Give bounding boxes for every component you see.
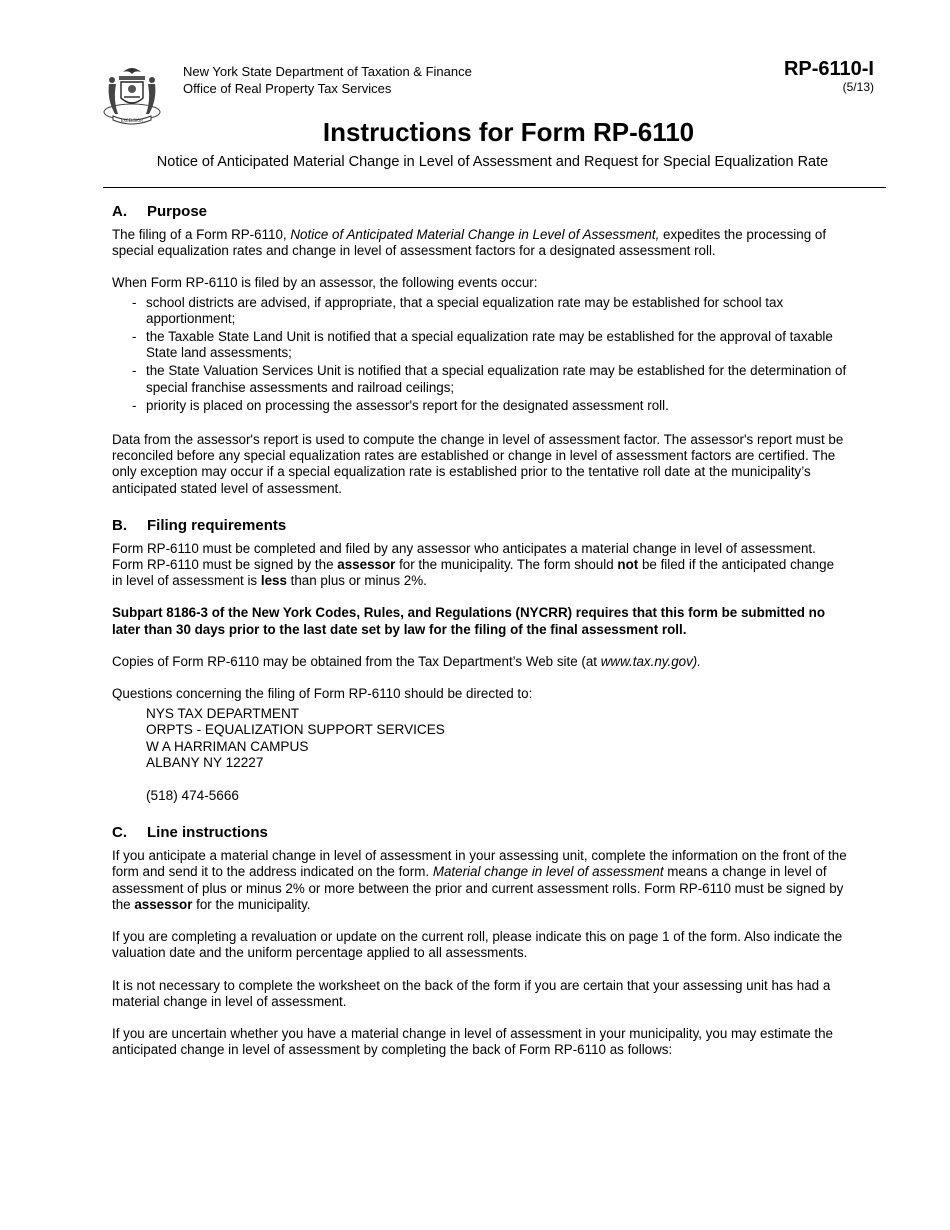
data-paragraph: Data from the assessor's report is used to compute the change in level of assessment factor. The assessor's report must be reconciled before any special equalization rates are established or change in level of assessment factors are certified. The only exception may occur if a special equalization rate is established prior to the tentative roll date at the municipality’s anticipated stated level of assessment. [112,432,844,496]
section-line-instructions [112,823,847,1058]
form-id-block [784,58,874,95]
filing-paragraph: Form RP-6110 must be completed and filed by any assessor who anticipates a material change in level of assessment. Form RP-6110 must be signed by the assessor for the municipality. The form should not be filed if the anticipated change in level of assessment is less than plus or minus 2%. [112,540,835,589]
page-title: Instructions for Form RP-6110 [322,117,695,147]
page-subtitle: Notice of Anticipated Material Change in Level of Assessment and Request for Special Equalization Rate [156,154,829,170]
section-heading: B. Filing requirements [112,516,287,534]
phone-number: (518) 474-5666 [146,788,239,804]
worksheet-paragraph: It is not necessary to complete the worksheet on the back of the form if you are certain that your assessing unit has had a material change in level of assessment. [112,977,831,1009]
agency-name: New York State Department of Taxation & Finance [183,64,472,79]
svg-text:EXCELSIOR: EXCELSIOR [120,118,144,123]
list-item: - the State Valuation Services Unit is notified that a special equalization rate may be established for the determination of special franchise assessments and railroad ceilings; [132,363,847,395]
list-item: - school districts are advised, if appropriate, that a special equalization rate may be established for school tax apportionment; [132,294,784,326]
address-line: NYS TAX DEPARTMENT [146,706,300,722]
revaluation-paragraph: If you are completing a revaluation or update on the current roll, please indicate this on page 1 of the form. Also indicate the valuation date and the uniform percentage applied to all assessments. [112,929,843,961]
nycrr-notice: Subpart 8186-3 of the New York Codes, Rules, and Regulations (NYCRR) requires that this form be submitted no later than 30 days prior to the last date set by law for the filing of the final assessment roll. [112,605,826,637]
address-line: W A HARRIMAN CAMPUS [146,738,309,754]
header-divider [103,187,886,188]
form-code: RP-6110-I [783,58,874,80]
questions-paragraph: Questions concerning the filing of Form RP-6110 should be directed to: [112,686,533,702]
section-purpose [112,202,847,497]
website-link[interactable]: www.tax.ny.gov). [600,653,701,669]
address-line: ORPTS - EQUALIZATION SUPPORT SERVICES [146,722,445,738]
mailing-address [112,706,847,804]
revision-date: (5/13) [842,80,874,94]
list-item: - the Taxable State Land Unit is notified that a special equalization rate may be established for the approval of taxable State land assessments; [132,329,833,361]
agency-block [183,63,472,97]
material-change-paragraph: If you anticipate a material change in level of assessment in your assessing unit, complete the information on the front of the form and send it to the address indicated on the form. Material change in level of assessment means a change in level of assessment of plus or minus 2% or more between the prior and current assessment rolls. Form RP-6110 must be signed by the assessor for the municipality. [112,848,847,912]
list-item: - priority is placed on processing the assessor's report for the designated assessment roll. [132,397,669,413]
estimate-paragraph: If you are uncertain whether you have a material change in level of assessment in your municipality, you may estimate the anticipated change in level of assessment by completing the back of Form RP-6110 as follows: [112,1025,833,1058]
office-name: Office of Real Property Tax Services [183,81,392,96]
events-list [112,295,847,414]
section-filing-requirements [112,516,847,804]
instructions-body [112,202,847,1058]
purpose-paragraph: The filing of a Form RP-6110, Notice of Anticipated Material Change in Level of Assessment, expedites the processing of special equalization rates and change in level of assessment factors for a designated assessment roll. [112,227,827,259]
address-line: ALBANY NY 12227 [146,754,264,770]
section-heading: A. Purpose [112,203,208,220]
copies-paragraph: Copies of Form RP-6110 may be obtained from the Tax Department’s Web site (at www.tax.ny.gov). [112,653,701,669]
events-intro: When Form RP-6110 is filed by an assessor, the following events occur: [112,275,538,291]
section-heading: C. Line instructions [112,824,268,842]
